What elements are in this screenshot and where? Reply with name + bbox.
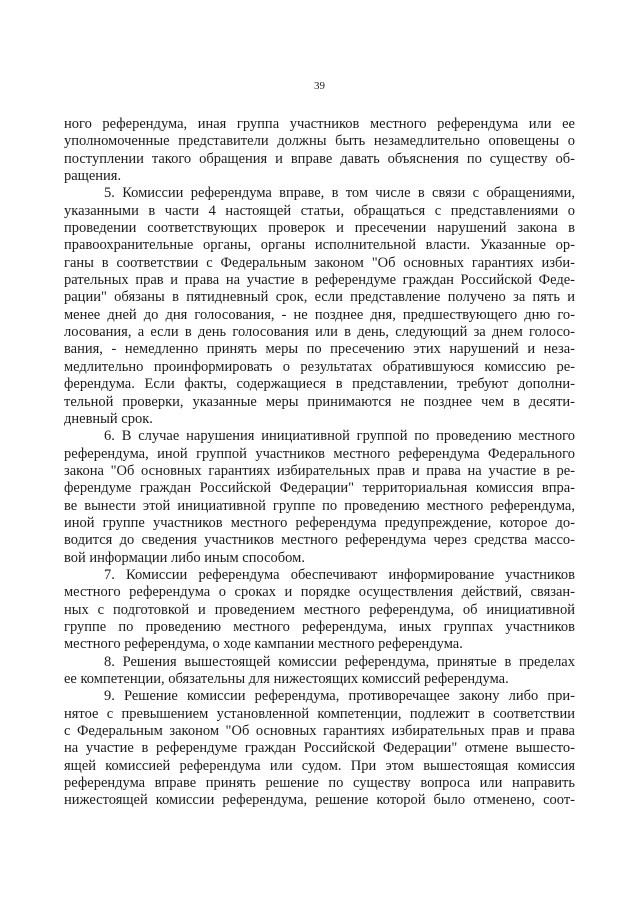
text-line: рательных прав и права на участие в референдуме граждан Российской Феде- — [64, 272, 575, 289]
text-line: референдума, иной группой участников местного референдума Федерального — [64, 445, 575, 462]
text-line: вания, - немедленно принять меры по пресечению этих нарушений и неза- — [64, 341, 575, 358]
text-line: закона "Об основных гарантиях избирательных прав и права на участие в ре- — [64, 462, 575, 479]
text-line: водится до сведения участников местного референдума через средства массо- — [64, 532, 575, 549]
text-line: указанными в части 4 настоящей статьи, обращаться с представлениями о — [64, 202, 575, 219]
text-line: 9. Решение комиссии референдума, противоречащее закону либо при- — [104, 688, 575, 705]
text-line: на участие в референдуме граждан Российской Федерации" отмене вышесто- — [64, 740, 575, 757]
text-line: иной группе участников местного референдума предупреждение, которое до- — [64, 514, 575, 531]
text-line: ее компетенции, обязательны для нижестоящих комиссий референдума. — [64, 671, 509, 687]
text-line: 6. В случае нарушения инициативной группой по проведению местного — [104, 428, 575, 445]
body-text — [64, 116, 575, 810]
text-line: группе по проведению местного референдума, иных группах участников — [64, 618, 575, 635]
text-line: правоохранительные органы, органы исполнительной власти. Указанные ор- — [64, 237, 575, 254]
text-line: 8. Решения вышестоящей комиссии референдума, принятые в пределах — [104, 653, 575, 670]
text-line: уполномоченные представители должны быть незамедлительно оповещены о — [64, 133, 575, 150]
text-line: ферендуме граждан Российской Федерации" территориальная комиссия впра- — [64, 480, 575, 497]
text-line: ферендума. Если факты, содержащиеся в представлении, требуют дополни- — [64, 376, 575, 393]
text-line: дневный срок. — [64, 410, 153, 427]
text-line: ращения. — [64, 168, 122, 185]
page-number: 39 — [314, 80, 325, 92]
text-line: лосования, а если в день голосования или в день, следующий за днем голосо- — [64, 324, 575, 341]
text-line: ных с подготовкой и проведением местного референдума, об инициативной — [64, 601, 575, 618]
text-line: медлительно проинформировать о результатах обратившуюся комиссию ре- — [64, 358, 575, 375]
text-line: нижестоящей комиссии референдума, решение которой было отменено, соот- — [64, 792, 575, 809]
text-line: ящей комиссией референдума или судом. При этом вышестоящая комиссия — [64, 757, 575, 774]
text-line: 5. Комиссии референдума вправе, в том числе в связи с обращениями, — [104, 185, 575, 202]
text-line: нятое с превышением установленной компетенции, подлежит в соответствии — [64, 705, 575, 722]
text-line: местного референдума о сроках и порядке осуществления действий, связан- — [64, 584, 575, 601]
text-line: ного референдума, иная группа участников местного референдума или ее — [64, 116, 575, 132]
text-line: ганы в соответствии с Федеральным законом "Об основных гарантиях изби- — [64, 254, 575, 271]
text-line: менее дней до дня голосования, - не позднее дня, предшествующего дню го- — [64, 306, 575, 323]
text-line: поступлении такого обращения и вправе давать объяснения по существу об- — [64, 150, 575, 167]
text-line: 7. Комиссии референдума обеспечивают информирование участников — [104, 566, 575, 583]
text-line: с Федеральным законом "Об основных гарантиях избирательных прав и права — [64, 723, 575, 740]
text-line: тельной проверки, указанные меры принимаются не позднее чем в десяти- — [64, 393, 575, 410]
text-line: рации" обязаны в пятидневный срок, если представление получено за пять и — [64, 289, 575, 306]
text-line: проведении соответствующих проверок и пресечении нарушений закона в — [64, 220, 575, 237]
text-line: местного референдума, о ходе кампании местного референдума. — [64, 636, 463, 653]
text-line: референдума вправе принять решение по существу вопроса или направить — [64, 775, 575, 792]
text-line: вой информации либо иным способом. — [64, 549, 305, 566]
text-line: ве вынести этой инициативной группе по проведению местного референдума, — [64, 497, 575, 514]
